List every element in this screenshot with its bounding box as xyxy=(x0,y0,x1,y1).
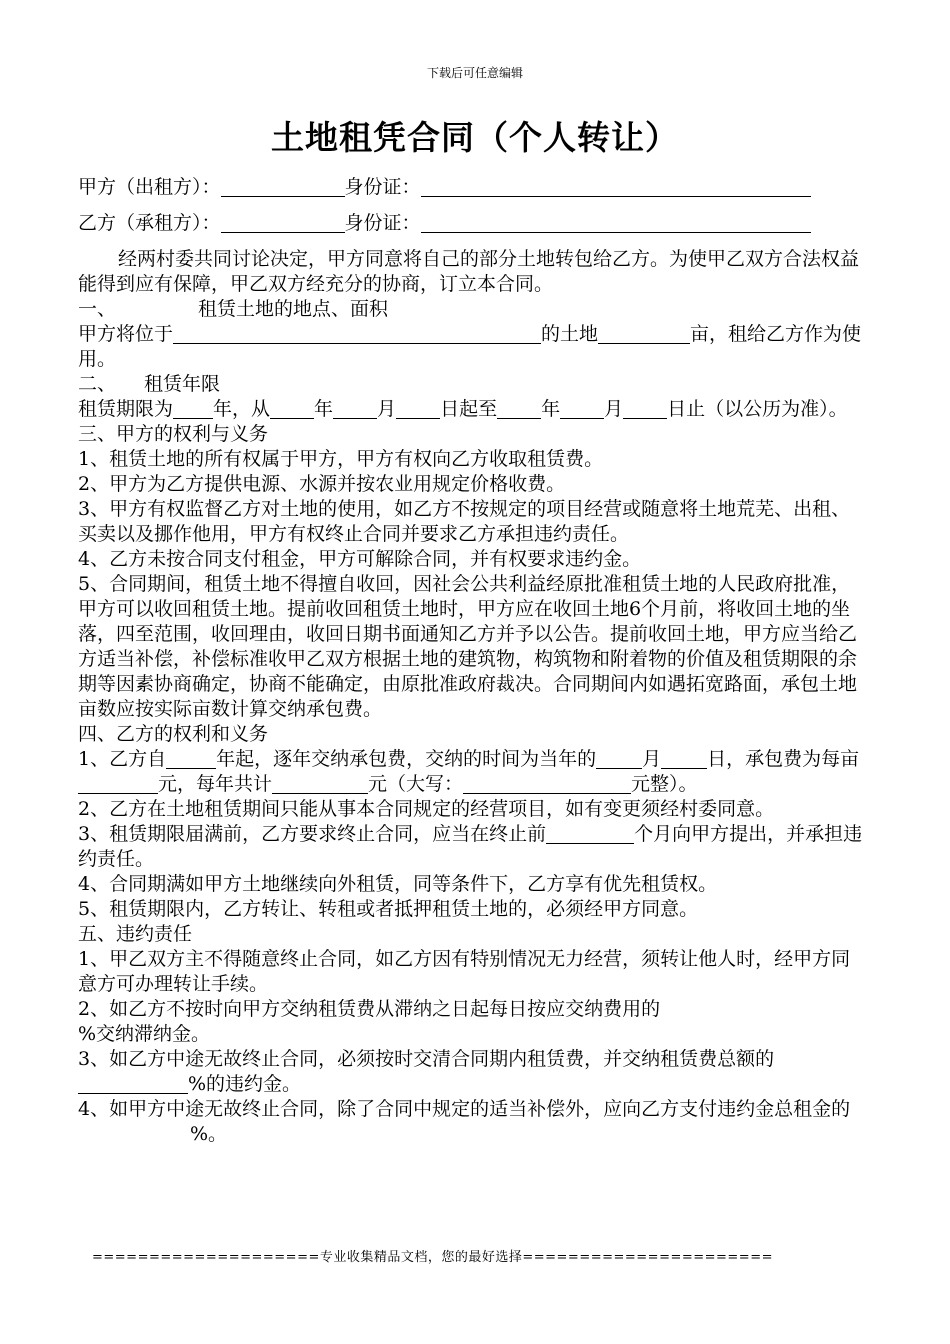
yearly-total-blank xyxy=(272,773,368,794)
years-blank xyxy=(173,398,213,419)
text-fragment: 年 xyxy=(314,398,334,420)
section-2-text xyxy=(78,397,868,422)
party-a-label: 甲方（出租方）： xyxy=(78,176,221,198)
section-3-item-3: 3、甲方有权监督乙方对土地的使用，如乙方不按规定的项目经营或随意将土地荒芜、出租、买卖以及挪作他用，甲方有权终止合同并要求乙方承担违约责任。 xyxy=(78,498,851,545)
party-a-line xyxy=(78,172,868,202)
text-fragment: 年起，逐年交纳承包费，交纳的时间为当年的 xyxy=(216,748,597,770)
text-fragment: 甲方将位于 xyxy=(78,323,174,345)
intro-paragraph: 经两村委共同讨论决定，甲方同意将自己的部分土地转包给乙方。为使甲乙双方合法权益能得到应有保障，甲乙双方经充分的协商，订立本合同。 xyxy=(78,248,860,295)
section-5-item-1: 1、甲乙双方主不得随意终止合同，如乙方因有特别情况无力经营，须转让他人时，经甲方同意方可办理转让手续。 xyxy=(78,948,851,995)
start-month-blank xyxy=(333,398,377,419)
party-a-id-label: 身份证： xyxy=(344,176,421,198)
end-month-blank xyxy=(560,398,604,419)
text-fragment: 元，每年共计 xyxy=(158,773,273,795)
party-b-line xyxy=(78,208,868,238)
section-1-heading xyxy=(78,297,868,322)
start-year-blank xyxy=(270,398,314,419)
text-fragment: 2、如乙方不按时向甲方交纳租赁费从滞纳之日起每日按应交纳费用的 xyxy=(78,998,661,1020)
section-3-item-5: 5、合同期间，租赁土地不得擅自收回，因社会公共利益经原批准租赁土地的人民政府批准，甲方可以收回租赁土地。提前收回租赁土地时，甲方应在收回土地6个月前，将收回土地的坐落，四至范围，收回理由，收回日期书面通知乙方并予以公告。提前收回土地，甲方应当给乙方适当补偿，补偿标准收甲乙双方根据土地的建筑物，构筑物和附着物的价值及租赁期限的余期等因素协商确定，协商不能确定，由原批准政府裁决。合同期间内如遇拓宽路面，承包土地亩数应按实际亩数计算交纳承包费。 xyxy=(78,573,858,720)
footer-banner: ====================专业收集精品文档，您的最好选择====================== xyxy=(92,1250,773,1265)
party-b-id-label: 身份证： xyxy=(344,212,421,234)
section-3-item-4: 4、乙方未按合同支付租金，甲方可解除合同，并有权要求违约金。 xyxy=(78,548,642,570)
section-4-item-1 xyxy=(78,747,868,797)
section-5-item-3 xyxy=(78,1047,868,1097)
section-2-heading xyxy=(78,372,868,397)
penalty-percent-blank xyxy=(78,1073,188,1094)
pay-month-blank xyxy=(596,748,642,769)
text-fragment: 日起至 xyxy=(440,398,498,420)
text-fragment: 月 xyxy=(642,748,662,770)
text-fragment: 月 xyxy=(604,398,624,420)
text-fragment: 年，从 xyxy=(213,398,271,420)
text-fragment: 日止（以公历为准）。 xyxy=(667,398,848,420)
section-4-item-3 xyxy=(78,822,868,872)
text-fragment: %。 xyxy=(190,1123,228,1145)
section-3-item-2: 2、甲方为乙方提供电源、水源并按农业用规定价格收费。 xyxy=(78,473,566,495)
section-number: 二、 xyxy=(78,373,117,395)
notice-months-blank xyxy=(546,823,634,844)
section-number: 一、 xyxy=(78,298,117,320)
text-fragment: 年 xyxy=(541,398,561,420)
text-fragment: 个月向甲方提出，并承担违约责任。 xyxy=(78,823,863,870)
amount-in-words-blank xyxy=(463,773,631,794)
text-fragment: 月 xyxy=(377,398,397,420)
start-year-blank xyxy=(166,748,216,769)
start-day-blank xyxy=(396,398,440,419)
section-3-item-1: 1、租赁土地的所有权属于甲方，甲方有权向乙方收取租赁费。 xyxy=(78,448,604,470)
text-fragment: 租赁期限为 xyxy=(78,398,174,420)
party-a-id-blank xyxy=(421,174,811,197)
party-b-name-blank xyxy=(221,210,345,233)
section-3-heading: 三、甲方的权利与义务 xyxy=(78,423,269,445)
fee-per-mu-blank xyxy=(78,773,158,794)
text-fragment: 元（大写： xyxy=(368,773,464,795)
text-fragment: 3、租赁期限届满前，乙方要求终止合同，应当在终止前 xyxy=(78,823,547,845)
party-b-id-blank xyxy=(421,210,811,233)
section-5-item-4 xyxy=(78,1097,868,1147)
text-fragment: 日，承包费为每亩 xyxy=(707,748,860,770)
section-5-heading: 五、违约责任 xyxy=(78,923,193,945)
contract-body xyxy=(78,247,868,1147)
end-day-blank xyxy=(623,398,667,419)
party-a-name-blank xyxy=(221,174,345,197)
pay-day-blank xyxy=(661,748,707,769)
text-fragment: %交纳滞纳金。 xyxy=(78,1023,211,1045)
text-fragment: 元整）。 xyxy=(631,773,698,795)
text-fragment: 1、乙方自 xyxy=(78,748,167,770)
text-fragment: 3、如乙方中途无故终止合同，必须按时交清合同期内租赁费，并交纳租赁费总额的 xyxy=(78,1048,775,1070)
section-4-item-2: 2、乙方在土地租赁期间只能从事本合同规定的经营项目，如有变更须经村委同意。 xyxy=(78,798,775,820)
text-fragment: 亩，租给乙方作为使用。 xyxy=(78,323,862,370)
section-4-item-4: 4、合同期满如甲方土地继续向外租赁，同等条件下，乙方享有优先租赁权。 xyxy=(78,873,718,895)
section-4-item-5: 5、租赁期限内，乙方转让、转租或者抵押租赁土地的，必须经甲方同意。 xyxy=(78,898,699,920)
section-1-text xyxy=(78,322,868,372)
location-blank xyxy=(173,323,541,344)
section-1-title: 租赁土地的地点、面积 xyxy=(198,298,389,320)
section-5-item-2 xyxy=(78,997,868,1047)
text-fragment: 的土地 xyxy=(541,323,599,345)
end-year-blank xyxy=(497,398,541,419)
document-title: 土地租凭合同（个人转让） xyxy=(271,118,679,157)
text-fragment: %的违约金。 xyxy=(188,1073,302,1095)
text-fragment: 4、如甲方中途无故终止合同，除了合同中规定的适当补偿外，应向乙方支付违约金总租金的 xyxy=(78,1098,851,1120)
section-2-title: 租赁年限 xyxy=(144,373,221,395)
area-blank xyxy=(598,323,690,344)
party-b-label: 乙方（承租方）： xyxy=(78,212,221,234)
section-4-heading: 四、乙方的权利和义务 xyxy=(78,723,269,745)
header-note: 下载后可任意编辑 xyxy=(426,66,523,80)
